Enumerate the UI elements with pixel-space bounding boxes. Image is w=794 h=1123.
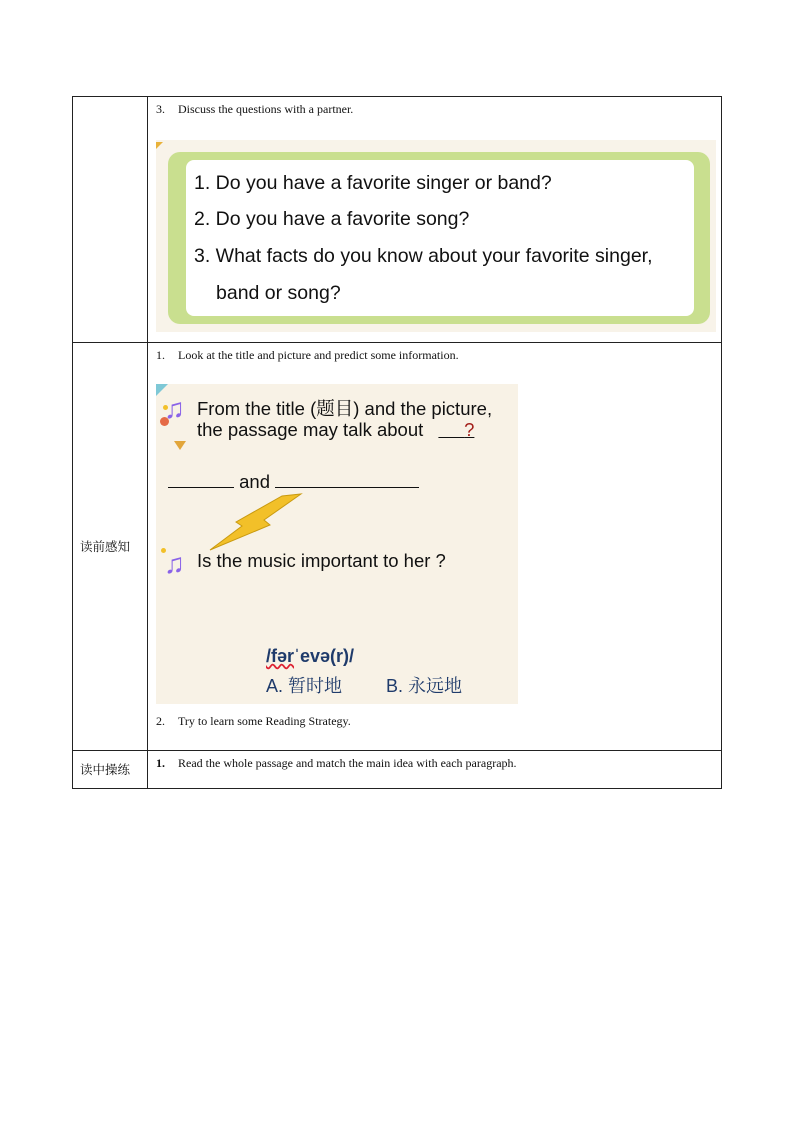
answer-blank xyxy=(438,419,474,440)
question-1: 1. Do you have a favorite singer or band? xyxy=(194,172,552,194)
phonetic xyxy=(266,646,354,667)
spacer xyxy=(428,422,438,436)
triangle-decoration xyxy=(174,441,186,450)
row-content-cell xyxy=(148,343,722,751)
item-number: 3. xyxy=(156,102,165,116)
phonetic-part: ˈevə(r)/ xyxy=(294,646,355,666)
question-3-continued: band or song? xyxy=(216,282,341,304)
question-mark: ? xyxy=(464,419,475,440)
blank-line xyxy=(168,471,419,493)
question-panel xyxy=(186,160,694,316)
item-number: 2. xyxy=(156,714,165,728)
row-label xyxy=(73,98,80,113)
instruction-text: Try to learn some Reading Strategy. xyxy=(178,714,351,728)
answer-blank xyxy=(168,473,234,488)
instruction-text: Look at the title and picture and predict some information. xyxy=(178,348,459,362)
row-label-cell xyxy=(73,751,148,789)
row-label-cell xyxy=(73,343,148,751)
item-number: 1. xyxy=(156,348,165,362)
lesson-table xyxy=(72,96,722,789)
and-word: and xyxy=(239,471,271,492)
discussion-card xyxy=(156,140,716,332)
instruction-line xyxy=(148,712,721,732)
prediction-card xyxy=(156,384,518,704)
instruction-line xyxy=(148,343,721,366)
instruction-line xyxy=(148,751,721,774)
music-note-icon: ♫ xyxy=(164,393,185,424)
options xyxy=(266,672,462,698)
question-3: 3. What facts do you know about your favorite singer, xyxy=(194,245,653,267)
instruction-text: Discuss the questions with a partner. xyxy=(178,102,354,116)
prediction-line-2 xyxy=(197,419,474,441)
option-a: A. 暂时地 xyxy=(266,676,343,696)
phonetic-part: /fər xyxy=(266,646,295,666)
question-2: 2. Do you have a favorite song? xyxy=(194,208,470,230)
table-row xyxy=(73,97,722,343)
prediction-line-2-text: the passage may talk about xyxy=(197,419,424,440)
row-content-cell xyxy=(148,751,722,789)
row-label: 读中操练 xyxy=(80,762,131,777)
prediction-line-1: From the title (题目) and the picture, xyxy=(197,398,493,419)
music-note-icon: ♫ xyxy=(164,548,185,579)
table-row xyxy=(73,343,722,751)
instruction-text: Read the whole passage and match the main idea with each paragraph. xyxy=(178,756,517,770)
table-row xyxy=(73,751,722,789)
answer-blank xyxy=(275,473,419,488)
row-label: 读前感知 xyxy=(80,539,131,554)
importance-question: Is the music important to her ? xyxy=(197,550,446,571)
row-content-cell xyxy=(148,97,722,343)
option-b: B. 永远地 xyxy=(386,676,463,696)
instruction-line xyxy=(148,97,721,120)
item-number: 1. xyxy=(156,756,165,770)
row-label-cell xyxy=(73,97,148,343)
arrow-icon xyxy=(204,492,304,552)
corner-decoration xyxy=(156,142,163,149)
